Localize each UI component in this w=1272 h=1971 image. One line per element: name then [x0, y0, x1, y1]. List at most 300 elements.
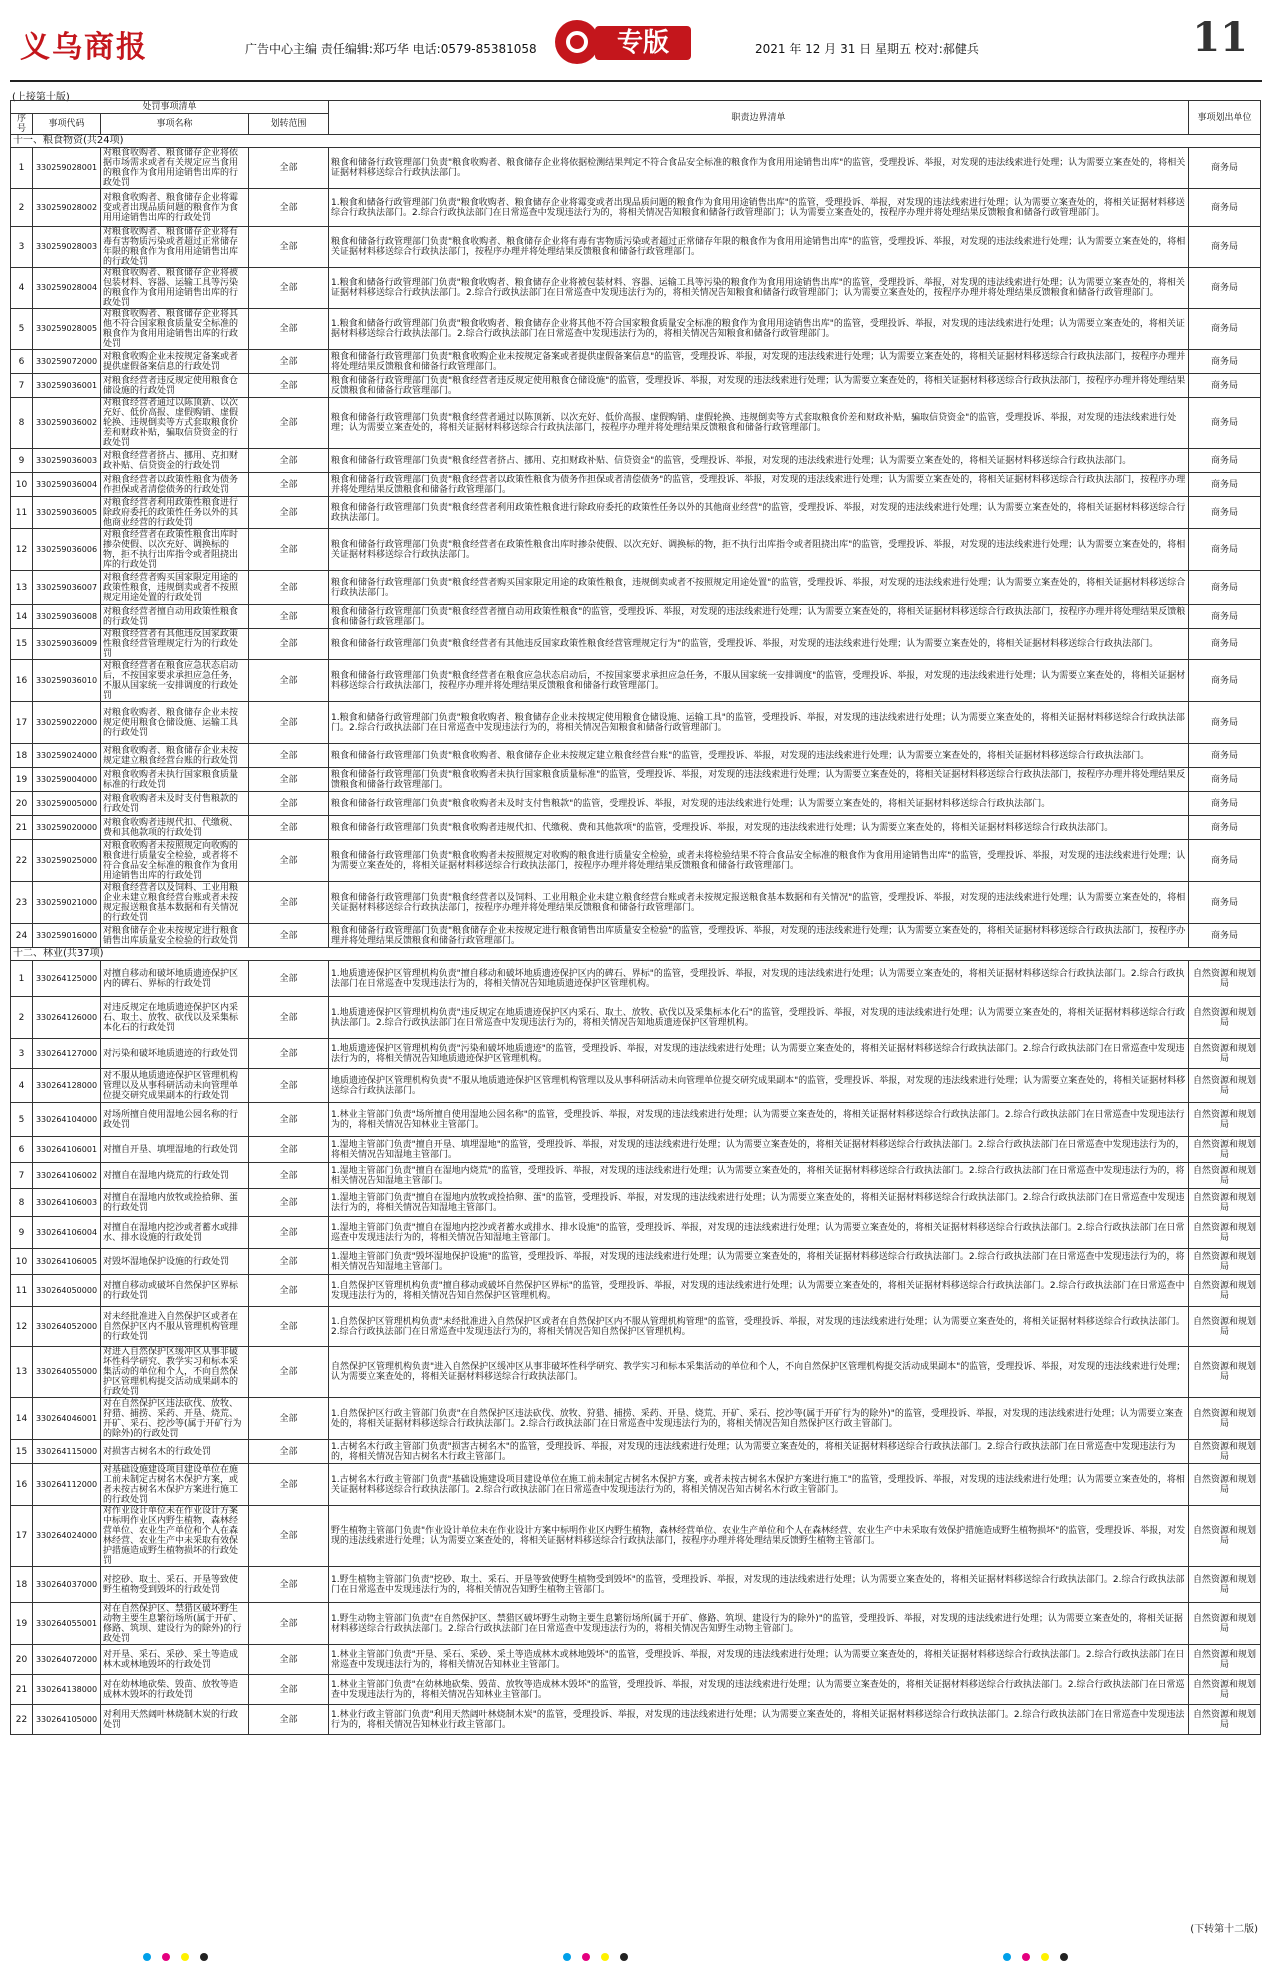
origin-unit: 商务局	[1189, 840, 1261, 882]
table-row	[11, 1567, 1261, 1603]
origin-unit: 自然资源和规划局	[1189, 1603, 1261, 1645]
transfer-scope: 全部	[249, 473, 329, 497]
responsibility-text: 1.古树名木行政主管部门负责"基础设施建设项目建设单位在施工前未制定古树名木保护方案，或者未按古树名木保护方案进行施工"的监管，受理投诉、举报，对发现的违法线索进行处理；认为需要立案查处的，将相关证据材料移送综合行政执法部门。2.综合行政执法部门在日常巡查中发现违法行为的，将相关情况告知古树名木行政主管部门。	[329, 1464, 1189, 1506]
origin-unit: 自然资源和规划局	[1189, 1189, 1261, 1217]
row-number: 21	[11, 1675, 33, 1705]
origin-unit: 自然资源和规划局	[1189, 1464, 1261, 1506]
item-code: 330259036010	[33, 660, 101, 702]
responsibility-text: 1.粮食和储备行政管理部门负责"粮食收购者、粮食储存企业将其他不符合国家粮食质量安全标准的粮食作为食用用途销售出库"的监管，受理投诉、举报，对发现的违法线索进行处理；认为需要立案查处的，将相关证据材料移送综合行政执法部门。2.综合行政执法部门在日常巡查中发现违法行为的，将相关情况告知粮食和储备行政管理部门。	[329, 309, 1189, 350]
row-number: 5	[11, 1103, 33, 1137]
row-number: 2	[11, 997, 33, 1039]
header-date-info: 2021 年 12 月 31 日 星期五 校对:郝健兵	[755, 42, 979, 56]
color-registration-marks-center	[560, 1946, 631, 1958]
origin-unit: 商务局	[1189, 792, 1261, 816]
item-name: 对粮食收购者、粮食储存企业将霉变或者出现品质问题的粮食作为食用用途销售出库的行政处罚	[101, 189, 249, 227]
section-logo-text: 专版	[595, 26, 691, 60]
responsibility-text: 粮食和储备行政管理部门负责"粮食收购企业未按规定备案或者提供虚假备案信息"的监管，受理投诉、举报，对发现的违法线索进行处理；认为需要立案查处的，将相关证据材料移送综合行政执法部门，按程序办理并将处理结果反馈粮食和储备行政管理部门。	[329, 350, 1189, 374]
row-number: 9	[11, 449, 33, 473]
item-name: 对违反规定在地质遗迹保护区内采石、取土、放牧、砍伐以及采集标本化石的行政处罚	[101, 997, 249, 1039]
item-code: 330259072000	[33, 350, 101, 374]
item-name: 对粮食收购者违规代扣、代缴税、费和其他款项的行政处罚	[101, 816, 249, 840]
origin-unit: 商务局	[1189, 497, 1261, 529]
table-row	[11, 924, 1261, 948]
transfer-scope: 全部	[249, 227, 329, 268]
origin-unit: 商务局	[1189, 473, 1261, 497]
row-number: 22	[11, 1705, 33, 1735]
origin-unit: 商务局	[1189, 571, 1261, 605]
origin-unit: 自然资源和规划局	[1189, 1398, 1261, 1440]
item-code: 330264128000	[33, 1069, 101, 1103]
item-name: 对粮食收购者未按照规定向收购的粮食进行质量安全检验，或者将不符合食品安全标准的粮食作为食用用途销售出库的行政处罚	[101, 840, 249, 882]
table-row	[11, 1603, 1261, 1645]
group-title-header: 处罚事项清单	[11, 101, 329, 114]
origin-unit: 商务局	[1189, 350, 1261, 374]
origin-unit: 自然资源和规划局	[1189, 1567, 1261, 1603]
table-row	[11, 997, 1261, 1039]
responsibility-text: 1.林业主管部门负责"在幼林地砍柴、毁苗、放牧等造成林木毁坏"的监管，受理投诉、举报，对发现的违法线索进行处理；认为需要立案查处的，将相关证据材料移送综合行政执法部门。2.综合行政执法部门在日常巡查中发现违法行为的，将相关情况告知林业主管部门。	[329, 1675, 1189, 1705]
origin-unit: 商务局	[1189, 605, 1261, 629]
table-row	[11, 374, 1261, 398]
origin-unit: 商务局	[1189, 768, 1261, 792]
item-name: 对擅自移动和破坏地质遗迹保护区内的碑石、界标的行政处罚	[101, 961, 249, 997]
responsibility-text: 野生植物主管部门负责"作业设计单位未在作业设计方案中标明作业区内野生植物，森林经营单位、农业生产单位和个人在森林经营、农业生产中未采取有效保护措施造成野生植物损坏"的监管，受理投诉、举报，对发现的违法线索进行处理；认为需要立案查处的，将相关证据材料移送综合行政执法部门，按程序办理并将处理结果反馈野生植物主管部门。	[329, 1506, 1189, 1567]
table-row	[11, 1645, 1261, 1675]
responsibility-text: 粮食和储备行政管理部门负责"粮食收购者、粮食储存企业将有毒有害物质污染或者超过正常储存年限的粮食作为食用用途销售出库"的监管，受理投诉、举报，对发现的违法线索进行处理；认为需要立案查处的，将相关证据材料移送综合行政执法部门，按程序办理并将处理结果反馈粮食和储备行政管理部门。	[329, 227, 1189, 268]
table-row	[11, 840, 1261, 882]
table-row	[11, 816, 1261, 840]
transfer-scope: 全部	[249, 1249, 329, 1275]
transfer-scope: 全部	[249, 1189, 329, 1217]
row-number: 16	[11, 1464, 33, 1506]
item-code: 330264055000	[33, 1347, 101, 1398]
color-registration-marks-left	[140, 1946, 211, 1958]
header-editor-info: 广告中心主编 责任编辑:郑巧华 电话:0579-85381058	[245, 42, 537, 56]
responsibility-text: 1.地质遗迹保护区管理机构负责"污染和破坏地质遗迹"的监管，受理投诉、举报，对发现的违法线索进行处理；认为需要立案查处的，将相关证据材料移送综合行政执法部门。2.综合行政执法部门在日常巡查中发现违法行为的，将相关情况告知地质遗迹保护区管理机构。	[329, 1039, 1189, 1069]
item-name: 对擅自在湿地内放牧或捡拾卵、蛋的行政处罚	[101, 1189, 249, 1217]
table-row	[11, 744, 1261, 768]
row-number: 11	[11, 497, 33, 529]
item-code: 330264050000	[33, 1275, 101, 1307]
table-row	[11, 1675, 1261, 1705]
section-logo-icon	[555, 20, 599, 64]
transfer-scope: 全部	[249, 816, 329, 840]
item-code: 330259004000	[33, 768, 101, 792]
table-row	[11, 660, 1261, 702]
item-code: 330259016000	[33, 924, 101, 948]
section-title: 十二、林业(共37项)	[11, 948, 1261, 961]
item-name: 对粮食经营者在粮食应急状态启动后，不按国家要求承担应急任务，不服从国家统一安排调度的行政处罚	[101, 660, 249, 702]
transfer-scope: 全部	[249, 1347, 329, 1398]
responsibility-text: 1.粮食和储备行政管理部门负责"粮食收购者、粮食储存企业未按规定使用粮食仓储设施、运输工具"的监管，受理投诉、举报，对发现的违法线索进行处理；认为需要立案查处的，将相关证据材料移送综合行政执法部门。2.综合行政执法部门在日常巡查中发现违法行为的，将相关情况告知粮食和储备行政管理部门。	[329, 702, 1189, 744]
transfer-scope: 全部	[249, 1645, 329, 1675]
table-row	[11, 497, 1261, 529]
table-row	[11, 882, 1261, 924]
row-number: 5	[11, 309, 33, 350]
table-row	[11, 1705, 1261, 1735]
magenta-dot-icon	[582, 1953, 590, 1961]
table-row	[11, 702, 1261, 744]
transfer-scope: 全部	[249, 1217, 329, 1249]
transfer-scope: 全部	[249, 1603, 329, 1645]
table-row	[11, 1163, 1261, 1189]
item-name: 对进入自然保护区缓冲区从事非破坏性科学研究、教学实习和标本采集活动的单位和个人，不向自然保护区管理机构提交活动成果副本的行政处罚	[101, 1347, 249, 1398]
table-row	[11, 227, 1261, 268]
origin-unit: 商务局	[1189, 227, 1261, 268]
origin-unit: 自然资源和规划局	[1189, 1506, 1261, 1567]
responsibility-text: 粮食和储备行政管理部门负责"粮食收购者、粮食储存企业未按规定建立粮食经营台账"的监管，受理投诉、举报，对发现的违法线索进行处理；认为需要立案查处的，将相关证据材料移送综合行政执法部门。	[329, 744, 1189, 768]
responsibility-text: 1.林业行政主管部门负责"利用天然阔叶林烧制木炭"的监管，受理投诉、举报，对发现的违法线索进行处理；认为需要立案查处的，将相关证据材料移送综合行政执法部门。2.综合行政执法部门在日常巡查中发现违法行为的，将相关情况告知林业行政主管部门。	[329, 1705, 1189, 1735]
item-name: 对挖砂、取土、采石、开垦等致使野生植物受到毁坏的行政处罚	[101, 1567, 249, 1603]
item-code: 330264115000	[33, 1440, 101, 1464]
item-name: 对粮食收购者未执行国家粮食质量标准的行政处罚	[101, 768, 249, 792]
origin-unit: 商务局	[1189, 374, 1261, 398]
item-name: 对擅自在湿地内挖沙或者蓄水或排水、排水设施的行政处罚	[101, 1217, 249, 1249]
row-number: 4	[11, 1069, 33, 1103]
table-row	[11, 1307, 1261, 1347]
item-name: 对粮食经营者以及饲料、工业用粮企业未建立粮食经营台账或者未按规定报送粮食基本数据和有关情况的行政处罚	[101, 882, 249, 924]
item-name: 对粮食收购企业未按规定备案或者提供虚假备案信息的行政处罚	[101, 350, 249, 374]
row-number: 19	[11, 768, 33, 792]
responsibility-text: 1.林业主管部门负责"场所擅自使用湿地公园名称"的监管，受理投诉、举报，对发现的违法线索进行处理；认为需要立案查处的，将相关证据材料移送综合行政执法部门。2.综合行政执法部门在日常巡查中发现违法行为的，将相关情况告知林业主管部门。	[329, 1103, 1189, 1137]
responsibility-text: 1.古树名木行政主管部门负责"损害古树名木"的监管，受理投诉、举报，对发现的违法线索进行处理；认为需要立案查处的，将相关证据材料移送综合行政执法部门。2.综合行政执法部门在日常巡查中发现违法行为的，将相关情况告知古树名木行政主管部门。	[329, 1440, 1189, 1464]
item-name: 对粮食收购者、粮食储存企业将被包装材料、容器、运输工具等污染的粮食作为食用用途销售出库的行政处罚	[101, 268, 249, 309]
responsibility-text: 粮食和储备行政管理部门负责"粮食经营者违反规定使用粮食仓储设施"的监管，受理投诉、举报，对发现的违法线索进行处理；认为需要立案查处的，将相关证据材料移送综合行政执法部门，按程序办理并将处理结果反馈粮食和储备行政管理部门。	[329, 374, 1189, 398]
item-name: 对擅自在湿地内烧荒的行政处罚	[101, 1163, 249, 1189]
responsibility-text: 1.湿地主管部门负责"擅自开垦、填埋湿地"的监管，受理投诉、举报，对发现的违法线索进行处理；认为需要立案查处的，将相关证据材料移送综合行政执法部门。2.综合行政执法部门在日常巡查中发现违法行为的，将相关情况告知湿地主管部门。	[329, 1137, 1189, 1163]
row-number: 10	[11, 1249, 33, 1275]
yellow-dot-icon	[181, 1953, 189, 1961]
item-code: 330264052000	[33, 1307, 101, 1347]
item-name: 对粮食收购者、粮食储存企业未按规定使用粮食仓储设施、运输工具的行政处罚	[101, 702, 249, 744]
origin-unit: 自然资源和规划局	[1189, 1675, 1261, 1705]
transfer-scope: 全部	[249, 1440, 329, 1464]
item-code: 330259028001	[33, 148, 101, 189]
transfer-scope: 全部	[249, 1307, 329, 1347]
item-name: 对毁坏湿地保护设施的行政处罚	[101, 1249, 249, 1275]
transfer-scope: 全部	[249, 1163, 329, 1189]
item-code: 330259036002	[33, 398, 101, 449]
black-dot-icon	[200, 1953, 208, 1961]
item-name: 对在自然保护区、禁猎区破坏野生动物主要生息繁衍场所(属于开矿、修路、筑坝、建设行为的除外)的行政处罚	[101, 1603, 249, 1645]
transfer-scope: 全部	[249, 1103, 329, 1137]
row-number: 6	[11, 350, 33, 374]
item-name: 对不服从地质遗迹保护区管理机构管理以及从事科研活动未向管理单位提交研究成果副本的行政处罚	[101, 1069, 249, 1103]
cyan-dot-icon	[143, 1953, 151, 1961]
scope-header: 划转范围	[249, 114, 329, 135]
origin-unit: 自然资源和规划局	[1189, 1275, 1261, 1307]
item-code: 330264055001	[33, 1603, 101, 1645]
origin-unit: 自然资源和规划局	[1189, 1249, 1261, 1275]
item-code: 330259028002	[33, 189, 101, 227]
item-name: 对粮食经营者有其他违反国家政策性粮食经营管理规定行为的行政处罚	[101, 629, 249, 660]
item-name: 对擅自开垦、填埋湿地的行政处罚	[101, 1137, 249, 1163]
item-name: 对污染和破坏地质遗迹的行政处罚	[101, 1039, 249, 1069]
responsibility-text: 1.地质遗迹保护区管理机构负责"擅自移动和破坏地质遗迹保护区内的碑石、界标"的监管，受理投诉、举报，对发现的违法线索进行处理；认为需要立案查处的，将相关证据材料移送综合行政执法部门。2.综合行政执法部门在日常巡查中发现违法行为的，将相关情况告知地质遗迹保护区管理机构。	[329, 961, 1189, 997]
origin-unit: 自然资源和规划局	[1189, 1440, 1261, 1464]
origin-unit: 自然资源和规划局	[1189, 997, 1261, 1039]
origin-unit: 自然资源和规划局	[1189, 1307, 1261, 1347]
transfer-scope: 全部	[249, 997, 329, 1039]
transfer-scope: 全部	[249, 374, 329, 398]
item-code: 330264106004	[33, 1217, 101, 1249]
transfer-scope: 全部	[249, 1069, 329, 1103]
responsibility-text: 粮食和储备行政管理部门负责"粮食经营者挤占、挪用、克扣财政补贴、信贷资金"的监管，受理投诉、举报，对发现的违法线索进行处理；认为需要立案查处的，将相关证据材料移送综合行政执法部门。	[329, 449, 1189, 473]
item-code: 330264112000	[33, 1464, 101, 1506]
item-name: 对粮食收购者、粮食储存企业将有毒有害物质污染或者超过正常储存年限的粮食作为食用用途销售出库的行政处罚	[101, 227, 249, 268]
item-name: 对粮食收购者未及时支付售粮款的行政处罚	[101, 792, 249, 816]
row-number: 1	[11, 148, 33, 189]
table-row	[11, 1440, 1261, 1464]
transfer-scope: 全部	[249, 1137, 329, 1163]
row-number: 19	[11, 1603, 33, 1645]
origin-unit: 商务局	[1189, 924, 1261, 948]
item-code: 330259028003	[33, 227, 101, 268]
responsibility-text: 1.野生动物主管部门负责"在自然保护区、禁猎区破坏野生动物主要生息繁衍场所(属于开矿、修路、筑坝、建设行为的除外)"的监管，受理投诉、举报，对发现的违法线索进行处理；认为需要立案查处的，将相关证据材料移送综合行政执法部门。2.综合行政执法部门在日常巡查中发现违法行为的，将相关情况告知野生动物主管部门。	[329, 1603, 1189, 1645]
item-code: 330259036007	[33, 571, 101, 605]
item-code: 330259020000	[33, 816, 101, 840]
responsibility-text: 粮食和储备行政管理部门负责"粮食经营者有其他违反国家政策性粮食经营管理规定行为"的监管，受理投诉、举报，对发现的违法线索进行处理；认为需要立案查处的，将相关证据材料移送综合行政执法部门。	[329, 629, 1189, 660]
origin-unit: 自然资源和规划局	[1189, 1645, 1261, 1675]
item-code: 330264105000	[33, 1705, 101, 1735]
row-number: 20	[11, 792, 33, 816]
transfer-scope: 全部	[249, 148, 329, 189]
color-registration-marks-right	[1000, 1946, 1071, 1958]
transfer-scope: 全部	[249, 350, 329, 374]
continued-to-note: (下转第十二版)	[1190, 1924, 1258, 1935]
item-name: 对粮食收购者、粮食储存企业将其他不符合国家粮食质量安全标准的粮食作为食用用途销售出库的行政处罚	[101, 309, 249, 350]
transfer-scope: 全部	[249, 189, 329, 227]
item-code: 330259036006	[33, 529, 101, 571]
row-number: 21	[11, 816, 33, 840]
origin-unit: 自然资源和规划局	[1189, 1103, 1261, 1137]
transfer-scope: 全部	[249, 702, 329, 744]
origin-unit: 商务局	[1189, 744, 1261, 768]
transfer-scope: 全部	[249, 792, 329, 816]
origin-unit: 商务局	[1189, 816, 1261, 840]
table-row	[11, 1398, 1261, 1440]
table-row	[11, 189, 1261, 227]
responsibility-text: 粮食和储备行政管理部门负责"粮食收购者未执行国家粮食质量标准"的监管，受理投诉、举报，对发现的违法线索进行处理；认为需要立案查处的，将相关证据材料移送综合行政执法部门，按程序办理并将处理结果反馈粮食和储备行政管理部门。	[329, 768, 1189, 792]
transfer-scope: 全部	[249, 1039, 329, 1069]
newspaper-brand: 义乌商报	[20, 30, 148, 65]
transfer-scope: 全部	[249, 744, 329, 768]
responsibility-text: 1.地质遗迹保护区管理机构负责"违反规定在地质遗迹保护区内采石、取土、放牧、砍伐以及采集标本化石"的监管，受理投诉、举报，对发现的违法线索进行处理；认为需要立案查处的，将相关证据材料移送综合行政执法部门。2.综合行政执法部门在日常巡查中发现违法行为的，将相关情况告知地质遗迹保护区管理机构。	[329, 997, 1189, 1039]
row-number: 15	[11, 629, 33, 660]
item-code: 330264106002	[33, 1163, 101, 1189]
item-name: 对粮食经营者利用政策性粮食进行除政府委托的政策性任务以外的其他商业经营的行政处罚	[101, 497, 249, 529]
table-row	[11, 398, 1261, 449]
table-row	[11, 473, 1261, 497]
item-name: 对擅自移动或破坏自然保护区界标的行政处罚	[101, 1275, 249, 1307]
table-row	[11, 1103, 1261, 1137]
item-code: 330259036003	[33, 449, 101, 473]
item-code: 330264138000	[33, 1675, 101, 1705]
row-number: 13	[11, 1347, 33, 1398]
continued-from-note: (上接第十版)	[12, 92, 70, 103]
page-number: 11	[1192, 14, 1248, 61]
transfer-scope: 全部	[249, 768, 329, 792]
row-number: 4	[11, 268, 33, 309]
item-name: 对粮食经营者挤占、挪用、克扣财政补贴、信贷资金的行政处罚	[101, 449, 249, 473]
item-code: 330259024000	[33, 744, 101, 768]
origin-unit: 自然资源和规划局	[1189, 1705, 1261, 1735]
origin-unit: 自然资源和规划局	[1189, 1217, 1261, 1249]
transfer-scope: 全部	[249, 449, 329, 473]
item-name: 对未经批准进入自然保护区或者在自然保护区内不服从管理机构管理的行政处罚	[101, 1307, 249, 1347]
item-name: 对利用天然阔叶林烧制木炭的行政处罚	[101, 1705, 249, 1735]
table-group-header-row	[11, 101, 1261, 114]
table-row	[11, 1275, 1261, 1307]
responsibility-text: 1.野生植物主管部门负责"挖砂、取土、采石、开垦等致使野生植物受到毁坏"的监管，受理投诉、举报，对发现的违法线索进行处理；认为需要立案查处的，将相关证据材料移送综合行政执法部门。2.综合行政执法部门在日常巡查中发现违法行为的，将相关情况告知野生植物主管部门。	[329, 1567, 1189, 1603]
table-row	[11, 1069, 1261, 1103]
origin-unit: 商务局	[1189, 660, 1261, 702]
item-name: 对在幼林地砍柴、毁苗、放牧等造成林木毁坏的行政处罚	[101, 1675, 249, 1705]
item-name: 对场所擅自使用湿地公园名称的行政处罚	[101, 1103, 249, 1137]
responsibility-text: 1.自然保护区行政主管部门负责"在自然保护区违法砍伐、放牧、狩猎、捕捞、采药、开垦、烧荒、开矿、采石、挖沙等(属于开矿行为的除外)"的监管，受理投诉、举报，对发现的违法线索进行处理；认为需要立案查处的，将相关证据材料移送综合行政执法部门。2.综合行政执法部门在日常巡查中发现违法行为的，将相关情况告知自然保护区行政主管部门。	[329, 1398, 1189, 1440]
transfer-scope: 全部	[249, 1275, 329, 1307]
origin-unit: 商务局	[1189, 189, 1261, 227]
row-number: 11	[11, 1275, 33, 1307]
row-number: 10	[11, 473, 33, 497]
row-number: 14	[11, 605, 33, 629]
origin-unit: 商务局	[1189, 529, 1261, 571]
responsibility-text: 粮食和储备行政管理部门负责"粮食经营者在粮食应急状态启动后，不按国家要求承担应急任务，不服从国家统一安排调度"的监管，受理投诉、举报，对发现的违法线索进行处理；认为需要立案查处的，将相关证据材料移送综合行政执法部门，按程序办理并将处理结果反馈粮食和储备行政管理部门。	[329, 660, 1189, 702]
item-name: 对在自然保护区违法砍伐、放牧、狩猎、捕捞、采药、开垦、烧荒、开矿、采石、挖沙等(属于开矿行为的除外)的行政处罚	[101, 1398, 249, 1440]
item-name: 对粮食储存企业未按规定进行粮食销售出库质量安全检验的行政处罚	[101, 924, 249, 948]
table-row	[11, 529, 1261, 571]
item-code: 330264125000	[33, 961, 101, 997]
responsibility-text: 粮食和储备行政管理部门负责"粮食收购者、粮食储存企业将依据检测结果判定不符合食品安全标准的粮食作为食用用途销售出库"的监管，受理投诉、举报，对发现的违法线索进行处理；认为需要立案查处的，将相关证据材料移送综合行政执法部门。	[329, 148, 1189, 189]
transfer-scope: 全部	[249, 529, 329, 571]
responsibility-text: 粮食和储备行政管理部门负责"粮食经营者利用政策性粮食进行除政府委托的政策性任务以外的其他商业经营"的监管，受理投诉、举报，对发现的违法线索进行处理；认为需要立案查处的，将相关证据材料移送综合行政执法部门。	[329, 497, 1189, 529]
origin-unit: 自然资源和规划局	[1189, 961, 1261, 997]
no-header: 序号	[11, 114, 33, 135]
transfer-scope: 全部	[249, 1398, 329, 1440]
item-code: 330259036004	[33, 473, 101, 497]
row-number: 17	[11, 1506, 33, 1567]
yellow-dot-icon	[1041, 1953, 1049, 1961]
item-name: 对作业设计单位未在作业设计方案中标明作业区内野生植物，森林经营单位、农业生产单位和个人在森林经营、农业生产中未采取有效保护措施造成野生植物损坏的行政处罚	[101, 1506, 249, 1567]
transfer-scope: 全部	[249, 1705, 329, 1735]
table-row	[11, 792, 1261, 816]
section-title: 十一、粮食物资(共24项)	[11, 135, 1261, 148]
responsibility-text: 1.自然保护区管理机构负责"未经批准进入自然保护区或者在自然保护区内不服从管理机构管理"的监管，受理投诉、举报，对发现的违法线索进行处理；认为需要立案查处的，将相关证据材料移送综合行政执法部门。2.综合行政执法部门在日常巡查中发现违法行为的，将相关情况告知自然保护区管理机构。	[329, 1307, 1189, 1347]
item-code: 330264046001	[33, 1398, 101, 1440]
responsibility-text: 粮食和储备行政管理部门负责"粮食收购者未按照规定对收购的粮食进行质量安全检验，或者未将检验结果不符合食品安全标准的粮食作为食用用途销售出库"的监管，受理投诉、举报，对发现的违法线索进行处理；认为需要立案查处的，将相关证据材料移送综合行政执法部门，按程序办理并将处理结果反馈粮食和储备行政管理部门。	[329, 840, 1189, 882]
responsibility-text: 1.自然保护区管理机构负责"擅自移动或破坏自然保护区界标"的监管，受理投诉、举报，对发现的违法线索进行处理；认为需要立案查处的，将相关证据材料移送综合行政执法部门。2.综合行政执法部门在日常巡查中发现违法行为的，将相关情况告知自然保护区管理机构。	[329, 1275, 1189, 1307]
origin-unit: 商务局	[1189, 882, 1261, 924]
transfer-scope: 全部	[249, 605, 329, 629]
item-code: 330264104000	[33, 1103, 101, 1137]
transfer-scope: 全部	[249, 1464, 329, 1506]
table-row	[11, 350, 1261, 374]
item-code: 330259036005	[33, 497, 101, 529]
item-code: 330264106005	[33, 1249, 101, 1275]
item-name: 对粮食收购者、粮食储存企业将依据市场需求或者有关规定应当食用的粮食作为食用用途销售出库的行政处罚	[101, 148, 249, 189]
origin-unit: 商务局	[1189, 398, 1261, 449]
item-code: 330259028004	[33, 268, 101, 309]
item-code: 330264072000	[33, 1645, 101, 1675]
item-code: 330264024000	[33, 1506, 101, 1567]
item-code: 330259025000	[33, 840, 101, 882]
row-number: 3	[11, 227, 33, 268]
row-number: 12	[11, 1307, 33, 1347]
responsibility-text: 1.湿地主管部门负责"擅自在湿地内挖沙或者蓄水或排水、排水设施"的监管，受理投诉、举报，对发现的违法线索进行处理；认为需要立案查处的，将相关证据材料移送综合行政执法部门。2.综合行政执法部门在日常巡查中发现违法行为的，将相关情况告知湿地主管部门。	[329, 1217, 1189, 1249]
transfer-scope: 全部	[249, 924, 329, 948]
row-number: 7	[11, 1163, 33, 1189]
section-logo	[555, 18, 695, 66]
origin-unit: 商务局	[1189, 309, 1261, 350]
row-number: 17	[11, 702, 33, 744]
table-row	[11, 1506, 1261, 1567]
item-code: 330259021000	[33, 882, 101, 924]
black-dot-icon	[620, 1953, 628, 1961]
table-row	[11, 629, 1261, 660]
origin-unit: 自然资源和规划局	[1189, 1137, 1261, 1163]
transfer-scope: 全部	[249, 571, 329, 605]
row-number: 3	[11, 1039, 33, 1069]
item-code: 330259028005	[33, 309, 101, 350]
row-number: 8	[11, 398, 33, 449]
name-header: 事项名称	[101, 114, 249, 135]
magenta-dot-icon	[162, 1953, 170, 1961]
origin-unit: 商务局	[1189, 148, 1261, 189]
transfer-scope: 全部	[249, 309, 329, 350]
cyan-dot-icon	[1003, 1953, 1011, 1961]
table-row	[11, 1189, 1261, 1217]
item-code: 330259036008	[33, 605, 101, 629]
item-name: 对损害古树名木的行政处罚	[101, 1440, 249, 1464]
transfer-scope: 全部	[249, 1675, 329, 1705]
item-name: 对粮食经营者在政策性粮食出库时掺杂使假、以次充好、调换标的物，拒不执行出库指令或者阻挠出库的行政处罚	[101, 529, 249, 571]
transfer-scope: 全部	[249, 398, 329, 449]
item-code: 330259036001	[33, 374, 101, 398]
responsibility-text: 粮食和储备行政管理部门负责"粮食经营者通过以陈顶新、以次充好、低价高报、虚假购销、虚假轮换、违规倒卖等方式套取粮食价差和财政补贴，骗取信贷资金"的监管，受理投诉、举报，对发现的违法线索进行处理；认为需要立案查处的，将相关证据材料移送综合行政执法部门，按程序办理并将处理结果反馈粮食和储备行政管理部门。	[329, 398, 1189, 449]
transfer-scope: 全部	[249, 961, 329, 997]
unit-header: 事项划出单位	[1189, 101, 1261, 135]
item-code: 330259022000	[33, 702, 101, 744]
responsibility-header: 职责边界清单	[329, 101, 1189, 135]
origin-unit: 自然资源和规划局	[1189, 1163, 1261, 1189]
item-name: 对粮食经营者购买国家限定用途的政策性粮食，违规倒卖或者不按照规定用途处置的行政处罚	[101, 571, 249, 605]
code-header: 事项代码	[33, 114, 101, 135]
penalty-items-table	[10, 100, 1261, 1735]
item-code: 330259036009	[33, 629, 101, 660]
table-row	[11, 768, 1261, 792]
row-number: 1	[11, 961, 33, 997]
magenta-dot-icon	[1022, 1953, 1030, 1961]
header-divider	[10, 80, 1262, 82]
section-title-row	[11, 135, 1261, 148]
item-code: 330264106001	[33, 1137, 101, 1163]
row-number: 20	[11, 1645, 33, 1675]
responsibility-text: 粮食和储备行政管理部门负责"粮食收购者未及时支付售粮款"的监管，受理投诉、举报，对发现的违法线索进行处理；认为需要立案查处的，将相关证据材料移送综合行政执法部门。	[329, 792, 1189, 816]
responsibility-text: 1.粮食和储备行政管理部门负责"粮食收购者、粮食储存企业将霉变或者出现品质问题的粮食作为食用用途销售出库"的监管，受理投诉、举报，对发现的违法线索进行处理；认为需要立案查处的，将相关证据材料移送综合行政执法部门。2.综合行政执法部门在日常巡查中发现违法行为的，将相关情况告知粮食和储备行政管理部门；认为需要立案查处的，按程序办理并将处理结果反馈粮食和储备行政管理部门。	[329, 189, 1189, 227]
table-row	[11, 1039, 1261, 1069]
black-dot-icon	[1060, 1953, 1068, 1961]
item-name: 对基础设施建设项目建设单位在施工前未制定古树名木保护方案，或者未按古树名木保护方案进行施工的行政处罚	[101, 1464, 249, 1506]
origin-unit: 商务局	[1189, 268, 1261, 309]
row-number: 24	[11, 924, 33, 948]
item-code: 330264126000	[33, 997, 101, 1039]
transfer-scope: 全部	[249, 629, 329, 660]
responsibility-text: 1.林业主管部门负责"开垦、采石、采砂、采土等造成林木或林地毁坏"的监管，受理投诉、举报，对发现的违法线索进行处理；认为需要立案查处的，将相关证据材料移送综合行政执法部门。2.综合行政执法部门在日常巡查中发现违法行为的，将相关情况告知林业主管部门。	[329, 1645, 1189, 1675]
table-row	[11, 268, 1261, 309]
item-name: 对开垦、采石、采砂、采土等造成林木或林地毁坏的行政处罚	[101, 1645, 249, 1675]
table-row	[11, 1464, 1261, 1506]
responsibility-text: 1.湿地主管部门负责"毁坏湿地保护设施"的监管，受理投诉、举报，对发现的违法线索进行处理；认为需要立案查处的，将相关证据材料移送综合行政执法部门。2.综合行政执法部门在日常巡查中发现违法行为的，将相关情况告知湿地主管部门。	[329, 1249, 1189, 1275]
transfer-scope: 全部	[249, 1506, 329, 1567]
